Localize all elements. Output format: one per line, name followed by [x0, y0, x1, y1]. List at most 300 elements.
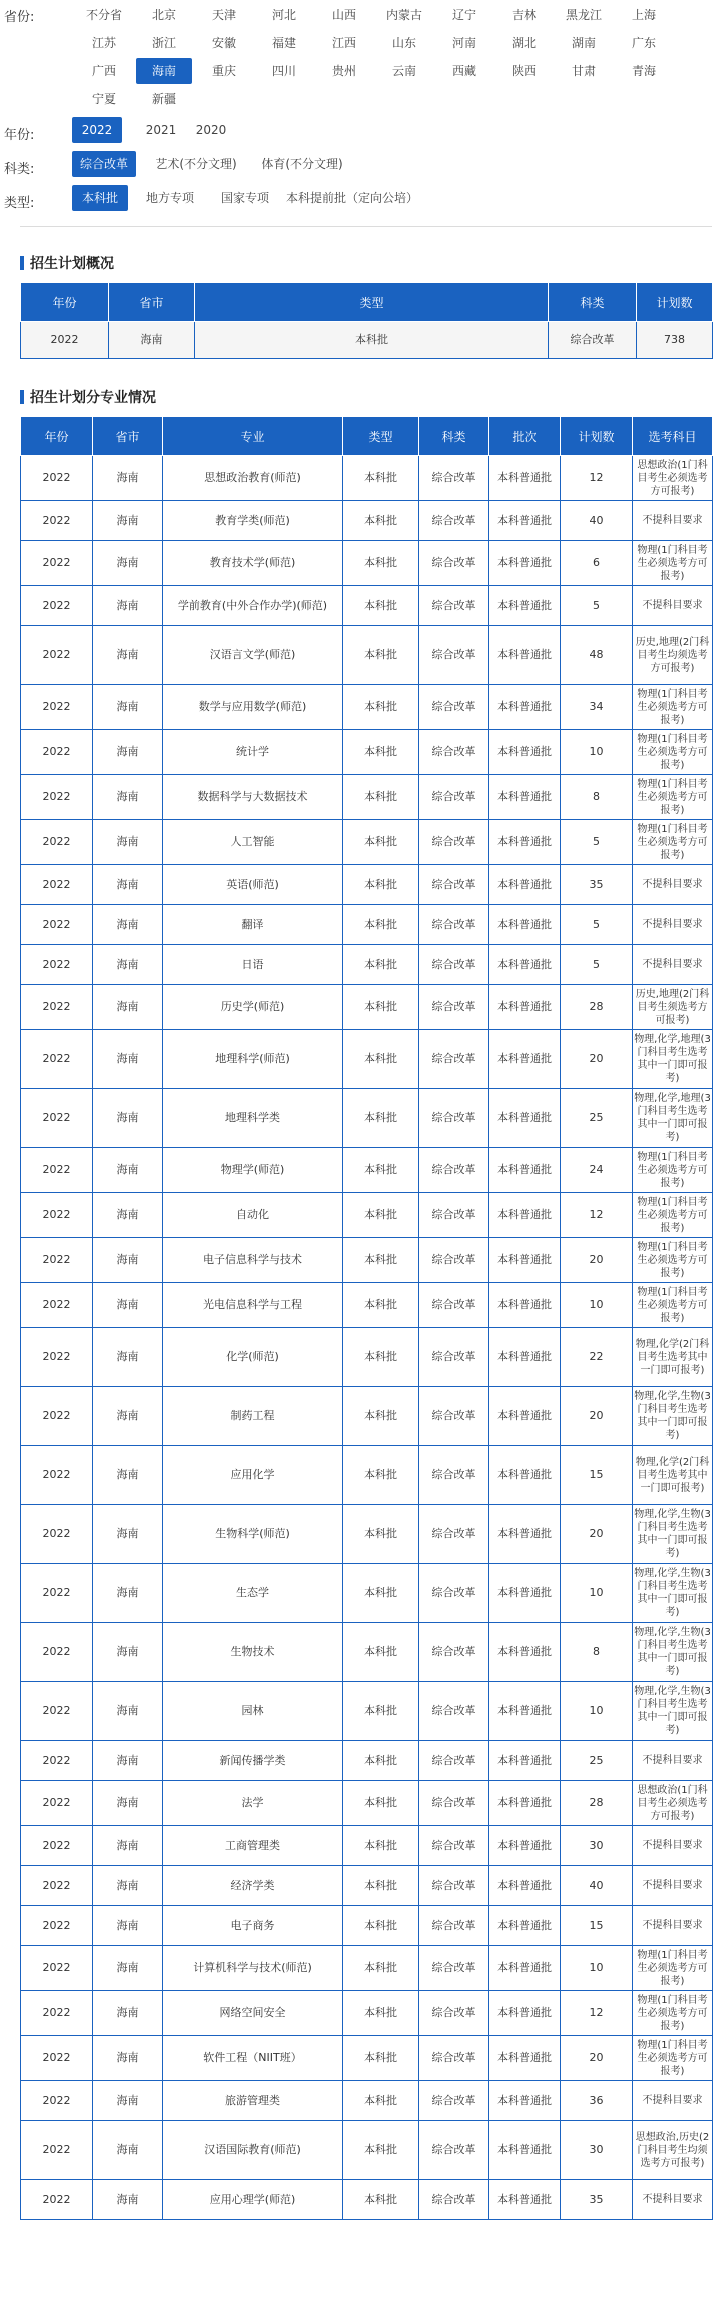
- table-row: [21, 1623, 713, 1682]
- province-option[interactable]: 广西: [91, 64, 116, 78]
- table-cell: 2022: [21, 2180, 93, 2220]
- table-cell: 20: [561, 1238, 633, 1283]
- table-cell: 本科批: [343, 1682, 419, 1741]
- table-cell: 本科普通批: [489, 1564, 561, 1623]
- table-cell: 综合改革: [419, 1682, 489, 1741]
- table-cell: 海南: [93, 456, 163, 501]
- table-row: [21, 1089, 713, 1148]
- table-cell: 15: [561, 1446, 633, 1505]
- summary-title-text: 招生计划概况: [30, 256, 114, 272]
- table-cell: 海南: [93, 685, 163, 730]
- table-cell: 综合改革: [419, 945, 489, 985]
- table-cell: 海南: [93, 2036, 163, 2081]
- table-cell: 2022: [21, 865, 93, 905]
- table-cell: 本科批: [343, 685, 419, 730]
- table-cell: 本科普通批: [489, 1991, 561, 2036]
- detail-column-header: 选考科目: [633, 417, 713, 456]
- table-cell: 生态学: [163, 1564, 343, 1623]
- table-cell: 物理(1门科目考生必须选考方可报考): [633, 1946, 713, 1991]
- table-cell: 综合改革: [419, 820, 489, 865]
- province-option[interactable]: 青海: [631, 64, 656, 78]
- summary-cell: 2022: [21, 322, 109, 359]
- type-option[interactable]: 国家专项: [220, 191, 269, 205]
- category-option[interactable]: 综合改革: [72, 151, 136, 177]
- table-row: [21, 820, 713, 865]
- table-cell: 2022: [21, 2121, 93, 2180]
- summary-column-header: 省市: [109, 283, 195, 322]
- province-option[interactable]: 天津: [211, 8, 236, 22]
- table-cell: 本科批: [343, 820, 419, 865]
- table-cell: 日语: [163, 945, 343, 985]
- province-option[interactable]: 江西: [331, 36, 356, 50]
- table-cell: 经济学类: [163, 1866, 343, 1906]
- province-option[interactable]: 宁夏: [91, 92, 116, 106]
- table-cell: 物理(1门科目考生必须选考方可报考): [633, 1148, 713, 1193]
- table-cell: 海南: [93, 626, 163, 685]
- table-cell: 8: [561, 1623, 633, 1682]
- table-cell: 2022: [21, 1946, 93, 1991]
- table-cell: 海南: [93, 1387, 163, 1446]
- province-option[interactable]: 浙江: [151, 36, 176, 50]
- table-cell: 本科批: [343, 1193, 419, 1238]
- table-cell: 物理(1门科目考生必须选考方可报考): [633, 1193, 713, 1238]
- table-row: [21, 1826, 713, 1866]
- table-cell: 2022: [21, 2081, 93, 2121]
- table-cell: 2022: [21, 1148, 93, 1193]
- table-row: [21, 1446, 713, 1505]
- table-cell: 综合改革: [419, 1030, 489, 1089]
- table-cell: 12: [561, 1193, 633, 1238]
- table-cell: 园林: [163, 1682, 343, 1741]
- table-row: [21, 1906, 713, 1946]
- table-cell: 海南: [93, 2180, 163, 2220]
- table-cell: 海南: [93, 501, 163, 541]
- table-cell: 2022: [21, 945, 93, 985]
- table-cell: 物理学(师范): [163, 1148, 343, 1193]
- table-cell: 本科普通批: [489, 1906, 561, 1946]
- detail-column-header: 专业: [163, 417, 343, 456]
- table-cell: 2022: [21, 1906, 93, 1946]
- table-cell: 综合改革: [419, 1991, 489, 2036]
- province-option[interactable]: 四川: [271, 64, 296, 78]
- table-cell: 本科普通批: [489, 1781, 561, 1826]
- table-cell: 海南: [93, 1030, 163, 1089]
- table-cell: 综合改革: [419, 2081, 489, 2121]
- detail-title-text: 招生计划分专业情况: [30, 390, 156, 406]
- table-row: [21, 1682, 713, 1741]
- table-cell: 24: [561, 1148, 633, 1193]
- table-cell: 统计学: [163, 730, 343, 775]
- table-cell: 12: [561, 456, 633, 501]
- table-cell: 综合改革: [419, 1089, 489, 1148]
- table-row: [21, 1283, 713, 1328]
- table-cell: 海南: [93, 1148, 163, 1193]
- table-cell: 10: [561, 1682, 633, 1741]
- table-cell: 25: [561, 1741, 633, 1781]
- province-option[interactable]: 山东: [391, 36, 416, 50]
- table-cell: 综合改革: [419, 865, 489, 905]
- table-cell: 2022: [21, 1283, 93, 1328]
- table-cell: 历史,地理(2门科目考生均须选考方可报考): [633, 626, 713, 685]
- table-cell: 本科普通批: [489, 1283, 561, 1328]
- table-cell: 35: [561, 2180, 633, 2220]
- table-cell: 物理(1门科目考生必须选考方可报考): [633, 1991, 713, 2036]
- province-option[interactable]: 西藏: [451, 64, 476, 78]
- province-filter-label: 省份:: [4, 10, 35, 25]
- table-cell: 本科普通批: [489, 775, 561, 820]
- province-option[interactable]: 云南: [391, 64, 416, 78]
- table-cell: 本科普通批: [489, 2121, 561, 2180]
- province-option[interactable]: 江苏: [91, 36, 116, 50]
- table-cell: 本科普通批: [489, 945, 561, 985]
- province-option[interactable]: 不分省: [85, 8, 122, 22]
- table-cell: 生物科学(师范): [163, 1505, 343, 1564]
- province-option[interactable]: 贵州: [331, 64, 356, 78]
- table-cell: 本科普通批: [489, 1505, 561, 1564]
- table-cell: 34: [561, 685, 633, 730]
- province-option[interactable]: 河南: [451, 36, 476, 50]
- table-cell: 海南: [93, 1781, 163, 1826]
- detail-column-header: 计划数: [561, 417, 633, 456]
- table-cell: 本科批: [343, 1283, 419, 1328]
- table-cell: 本科批: [343, 1089, 419, 1148]
- detail-column-header: 年份: [21, 417, 93, 456]
- table-cell: 地理科学(师范): [163, 1030, 343, 1089]
- table-cell: 综合改革: [419, 586, 489, 626]
- type-option[interactable]: 本科提前批（定向公培）: [286, 191, 419, 205]
- province-option[interactable]: 北京: [151, 8, 176, 22]
- table-cell: 海南: [93, 2121, 163, 2180]
- table-row: [21, 865, 713, 905]
- table-cell: 本科批: [343, 501, 419, 541]
- table-cell: 本科普通批: [489, 1238, 561, 1283]
- table-row: [21, 501, 713, 541]
- table-cell: 本科批: [343, 1387, 419, 1446]
- table-cell: 物理,化学,生物(3门科目考生选考其中一门即可报考): [633, 1623, 713, 1682]
- summary-column-header: 年份: [21, 283, 109, 322]
- table-cell: 海南: [93, 1238, 163, 1283]
- table-row: [21, 775, 713, 820]
- table-cell: 光电信息科学与工程: [163, 1283, 343, 1328]
- year-filter-label: 年份:: [4, 128, 35, 143]
- table-cell: 28: [561, 985, 633, 1030]
- table-cell: 物理(1门科目考生必须选考方可报考): [633, 685, 713, 730]
- table-cell: 6: [561, 541, 633, 586]
- province-option[interactable]: 海南: [136, 58, 192, 84]
- table-cell: 海南: [93, 905, 163, 945]
- table-cell: 综合改革: [419, 541, 489, 586]
- table-cell: 12: [561, 1991, 633, 2036]
- table-cell: 物理,化学,地理(3门科目考生选考其中一门即可报考): [633, 1089, 713, 1148]
- province-option[interactable]: 广东: [631, 36, 656, 50]
- province-option[interactable]: 湖南: [571, 36, 596, 50]
- table-row: [21, 1193, 713, 1238]
- table-cell: 2022: [21, 1387, 93, 1446]
- table-cell: 本科批: [343, 541, 419, 586]
- summary-cell: 综合改革: [549, 322, 637, 359]
- table-cell: 本科普通批: [489, 2180, 561, 2220]
- table-cell: 综合改革: [419, 1193, 489, 1238]
- table-cell: 本科普通批: [489, 501, 561, 541]
- table-cell: 本科批: [343, 2121, 419, 2180]
- table-cell: 教育技术学(师范): [163, 541, 343, 586]
- section-divider: [20, 226, 712, 227]
- table-cell: 物理(1门科目考生必须选考方可报考): [633, 1238, 713, 1283]
- table-cell: 5: [561, 905, 633, 945]
- table-cell: 10: [561, 1946, 633, 1991]
- table-cell: 新闻传播学类: [163, 1741, 343, 1781]
- table-cell: 综合改革: [419, 1148, 489, 1193]
- province-option[interactable]: 重庆: [211, 64, 236, 78]
- table-cell: 本科批: [343, 2036, 419, 2081]
- province-option[interactable]: 湖北: [511, 36, 536, 50]
- table-cell: 不提科目要求: [633, 945, 713, 985]
- table-cell: 本科批: [343, 905, 419, 945]
- table-cell: 综合改革: [419, 1866, 489, 1906]
- table-cell: 2022: [21, 1238, 93, 1283]
- table-cell: 本科批: [343, 1741, 419, 1781]
- table-cell: 综合改革: [419, 1741, 489, 1781]
- table-row: [21, 1030, 713, 1089]
- table-cell: 本科普通批: [489, 456, 561, 501]
- table-cell: 综合改革: [419, 2121, 489, 2180]
- table-cell: 本科普通批: [489, 541, 561, 586]
- table-cell: 本科普通批: [489, 1741, 561, 1781]
- table-cell: 数据科学与大数据技术: [163, 775, 343, 820]
- table-cell: 物理,化学,生物(3门科目考生选考其中一门即可报考): [633, 1505, 713, 1564]
- table-cell: 综合改革: [419, 1505, 489, 1564]
- table-cell: 历史,地理(2门科目考生须选考方可报考): [633, 985, 713, 1030]
- table-cell: 海南: [93, 586, 163, 626]
- table-cell: 海南: [93, 1623, 163, 1682]
- table-cell: 2022: [21, 1030, 93, 1089]
- table-cell: 不提科目要求: [633, 1866, 713, 1906]
- table-cell: 本科批: [343, 1991, 419, 2036]
- section-marker: [20, 256, 24, 270]
- table-row: [21, 2036, 713, 2081]
- table-cell: 本科批: [343, 1564, 419, 1623]
- table-cell: 综合改革: [419, 1238, 489, 1283]
- table-cell: 2022: [21, 456, 93, 501]
- detail-table: [20, 416, 713, 2220]
- table-cell: 不提科目要求: [633, 865, 713, 905]
- province-option[interactable]: 陕西: [511, 64, 536, 78]
- table-cell: 思想政治(1门科目考生必须选考方可报考): [633, 456, 713, 501]
- table-cell: 海南: [93, 1564, 163, 1623]
- table-cell: 本科普通批: [489, 1089, 561, 1148]
- province-option[interactable]: 甘肃: [571, 64, 596, 78]
- table-cell: 海南: [93, 1946, 163, 1991]
- summary-table: [20, 282, 713, 359]
- table-cell: 软件工程（NIIT班）: [163, 2036, 343, 2081]
- table-cell: 5: [561, 820, 633, 865]
- category-option[interactable]: 体育(不分文理): [261, 157, 343, 171]
- table-cell: 综合改革: [419, 501, 489, 541]
- table-row: [21, 2121, 713, 2180]
- table-cell: 海南: [93, 1193, 163, 1238]
- table-cell: 本科普通批: [489, 1328, 561, 1387]
- table-cell: 2022: [21, 905, 93, 945]
- table-cell: 海南: [93, 1906, 163, 1946]
- year-option[interactable]: 2022: [72, 117, 122, 143]
- table-row: [21, 1387, 713, 1446]
- table-cell: 2022: [21, 1866, 93, 1906]
- province-option[interactable]: 上海: [631, 8, 656, 22]
- table-cell: 2022: [21, 1505, 93, 1564]
- table-cell: 综合改革: [419, 626, 489, 685]
- table-cell: 综合改革: [419, 1826, 489, 1866]
- detail-column-header: 科类: [419, 417, 489, 456]
- table-cell: 48: [561, 626, 633, 685]
- table-cell: 综合改革: [419, 730, 489, 775]
- year-option[interactable]: 2021: [145, 123, 177, 137]
- table-cell: 综合改革: [419, 1781, 489, 1826]
- table-cell: 2022: [21, 1328, 93, 1387]
- table-row: [21, 685, 713, 730]
- table-cell: 35: [561, 865, 633, 905]
- table-cell: 2022: [21, 626, 93, 685]
- table-cell: 海南: [93, 1826, 163, 1866]
- table-cell: 本科普通批: [489, 1193, 561, 1238]
- table-row: [21, 1238, 713, 1283]
- table-cell: 海南: [93, 1283, 163, 1328]
- table-cell: 物理,化学(2门科目考生选考其中一门即可报考): [633, 1446, 713, 1505]
- table-row: [21, 945, 713, 985]
- table-row: [21, 2180, 713, 2220]
- table-cell: 电子信息科学与技术: [163, 1238, 343, 1283]
- table-cell: 旅游管理类: [163, 2081, 343, 2121]
- table-cell: 25: [561, 1089, 633, 1148]
- table-cell: 30: [561, 2121, 633, 2180]
- table-row: [21, 1741, 713, 1781]
- table-cell: 28: [561, 1781, 633, 1826]
- table-row: [21, 456, 713, 501]
- table-cell: 综合改革: [419, 1906, 489, 1946]
- table-cell: 综合改革: [419, 1623, 489, 1682]
- province-option[interactable]: 新疆: [151, 92, 176, 106]
- table-cell: 综合改革: [419, 1387, 489, 1446]
- category-option[interactable]: 艺术(不分文理): [155, 157, 237, 171]
- table-cell: 2022: [21, 730, 93, 775]
- table-cell: 物理(1门科目考生必须选考方可报考): [633, 775, 713, 820]
- table-cell: 不提科目要求: [633, 2180, 713, 2220]
- table-cell: 2022: [21, 1623, 93, 1682]
- province-option[interactable]: 安徽: [211, 36, 236, 50]
- table-cell: 本科批: [343, 985, 419, 1030]
- table-cell: 网络空间安全: [163, 1991, 343, 2036]
- table-cell: 2022: [21, 586, 93, 626]
- table-cell: 2022: [21, 1781, 93, 1826]
- table-cell: 思想政治教育(师范): [163, 456, 343, 501]
- table-cell: 综合改革: [419, 2036, 489, 2081]
- table-cell: 本科批: [343, 1946, 419, 1991]
- table-cell: 本科批: [343, 1623, 419, 1682]
- table-cell: 海南: [93, 865, 163, 905]
- table-cell: 计算机科学与技术(师范): [163, 1946, 343, 1991]
- table-cell: 20: [561, 1030, 633, 1089]
- table-cell: 本科批: [343, 865, 419, 905]
- table-row: [21, 1866, 713, 1906]
- table-cell: 本科普通批: [489, 1826, 561, 1866]
- table-cell: 本科批: [343, 730, 419, 775]
- table-cell: 本科普通批: [489, 685, 561, 730]
- table-cell: 汉语言文学(师范): [163, 626, 343, 685]
- summary-header-row: [21, 283, 713, 322]
- table-cell: 化学(师范): [163, 1328, 343, 1387]
- summary-section-title: [20, 253, 114, 273]
- table-cell: 思想政治(1门科目考生必须选考方可报考): [633, 1781, 713, 1826]
- table-cell: 海南: [93, 2081, 163, 2121]
- table-cell: 翻译: [163, 905, 343, 945]
- table-row: [21, 1148, 713, 1193]
- table-cell: 物理(1门科目考生必须选考方可报考): [633, 2036, 713, 2081]
- table-cell: 综合改革: [419, 1564, 489, 1623]
- table-cell: 本科批: [343, 2180, 419, 2220]
- summary-cell: 海南: [109, 322, 195, 359]
- province-option[interactable]: 吉林: [511, 8, 536, 22]
- table-cell: 本科批: [343, 1238, 419, 1283]
- table-cell: 本科批: [343, 1446, 419, 1505]
- table-cell: 10: [561, 1564, 633, 1623]
- table-cell: 本科普通批: [489, 1387, 561, 1446]
- table-cell: 本科批: [343, 945, 419, 985]
- table-cell: 人工智能: [163, 820, 343, 865]
- province-option[interactable]: 福建: [271, 36, 296, 50]
- province-option[interactable]: 黑龙江: [565, 8, 602, 22]
- table-cell: 生物技术: [163, 1623, 343, 1682]
- province-option[interactable]: 内蒙古: [385, 8, 422, 22]
- summary-column-header: 类型: [195, 283, 549, 322]
- table-cell: 海南: [93, 1991, 163, 2036]
- table-cell: 物理,化学(2门科目考生选考其中一门即可报考): [633, 1328, 713, 1387]
- table-cell: 40: [561, 1866, 633, 1906]
- table-cell: 本科批: [343, 456, 419, 501]
- detail-column-header: 省市: [93, 417, 163, 456]
- table-cell: 综合改革: [419, 456, 489, 501]
- table-cell: 应用化学: [163, 1446, 343, 1505]
- table-cell: 物理(1门科目考生必须选考方可报考): [633, 1283, 713, 1328]
- table-cell: 海南: [93, 985, 163, 1030]
- year-option[interactable]: 2020: [195, 123, 227, 137]
- table-row: [21, 2081, 713, 2121]
- table-cell: 20: [561, 1505, 633, 1564]
- type-option[interactable]: 地方专项: [145, 191, 194, 205]
- table-cell: 海南: [93, 1682, 163, 1741]
- table-cell: 30: [561, 1826, 633, 1866]
- table-cell: 本科普通批: [489, 1623, 561, 1682]
- table-cell: 2022: [21, 541, 93, 586]
- table-cell: 综合改革: [419, 685, 489, 730]
- table-cell: 综合改革: [419, 1328, 489, 1387]
- table-row: [21, 905, 713, 945]
- table-cell: 本科普通批: [489, 820, 561, 865]
- province-option[interactable]: 河北: [271, 8, 296, 22]
- table-cell: 本科批: [343, 1866, 419, 1906]
- table-cell: 综合改革: [419, 985, 489, 1030]
- table-cell: 海南: [93, 541, 163, 586]
- table-cell: 本科普通批: [489, 1446, 561, 1505]
- table-cell: 地理科学类: [163, 1089, 343, 1148]
- province-option[interactable]: 山西: [331, 8, 356, 22]
- province-option[interactable]: 辽宁: [451, 8, 476, 22]
- table-cell: 海南: [93, 775, 163, 820]
- table-row: [21, 1328, 713, 1387]
- table-cell: 本科普通批: [489, 2081, 561, 2121]
- section-marker: [20, 390, 24, 404]
- type-option[interactable]: 本科批: [72, 185, 128, 211]
- table-cell: 40: [561, 501, 633, 541]
- table-row: [21, 586, 713, 626]
